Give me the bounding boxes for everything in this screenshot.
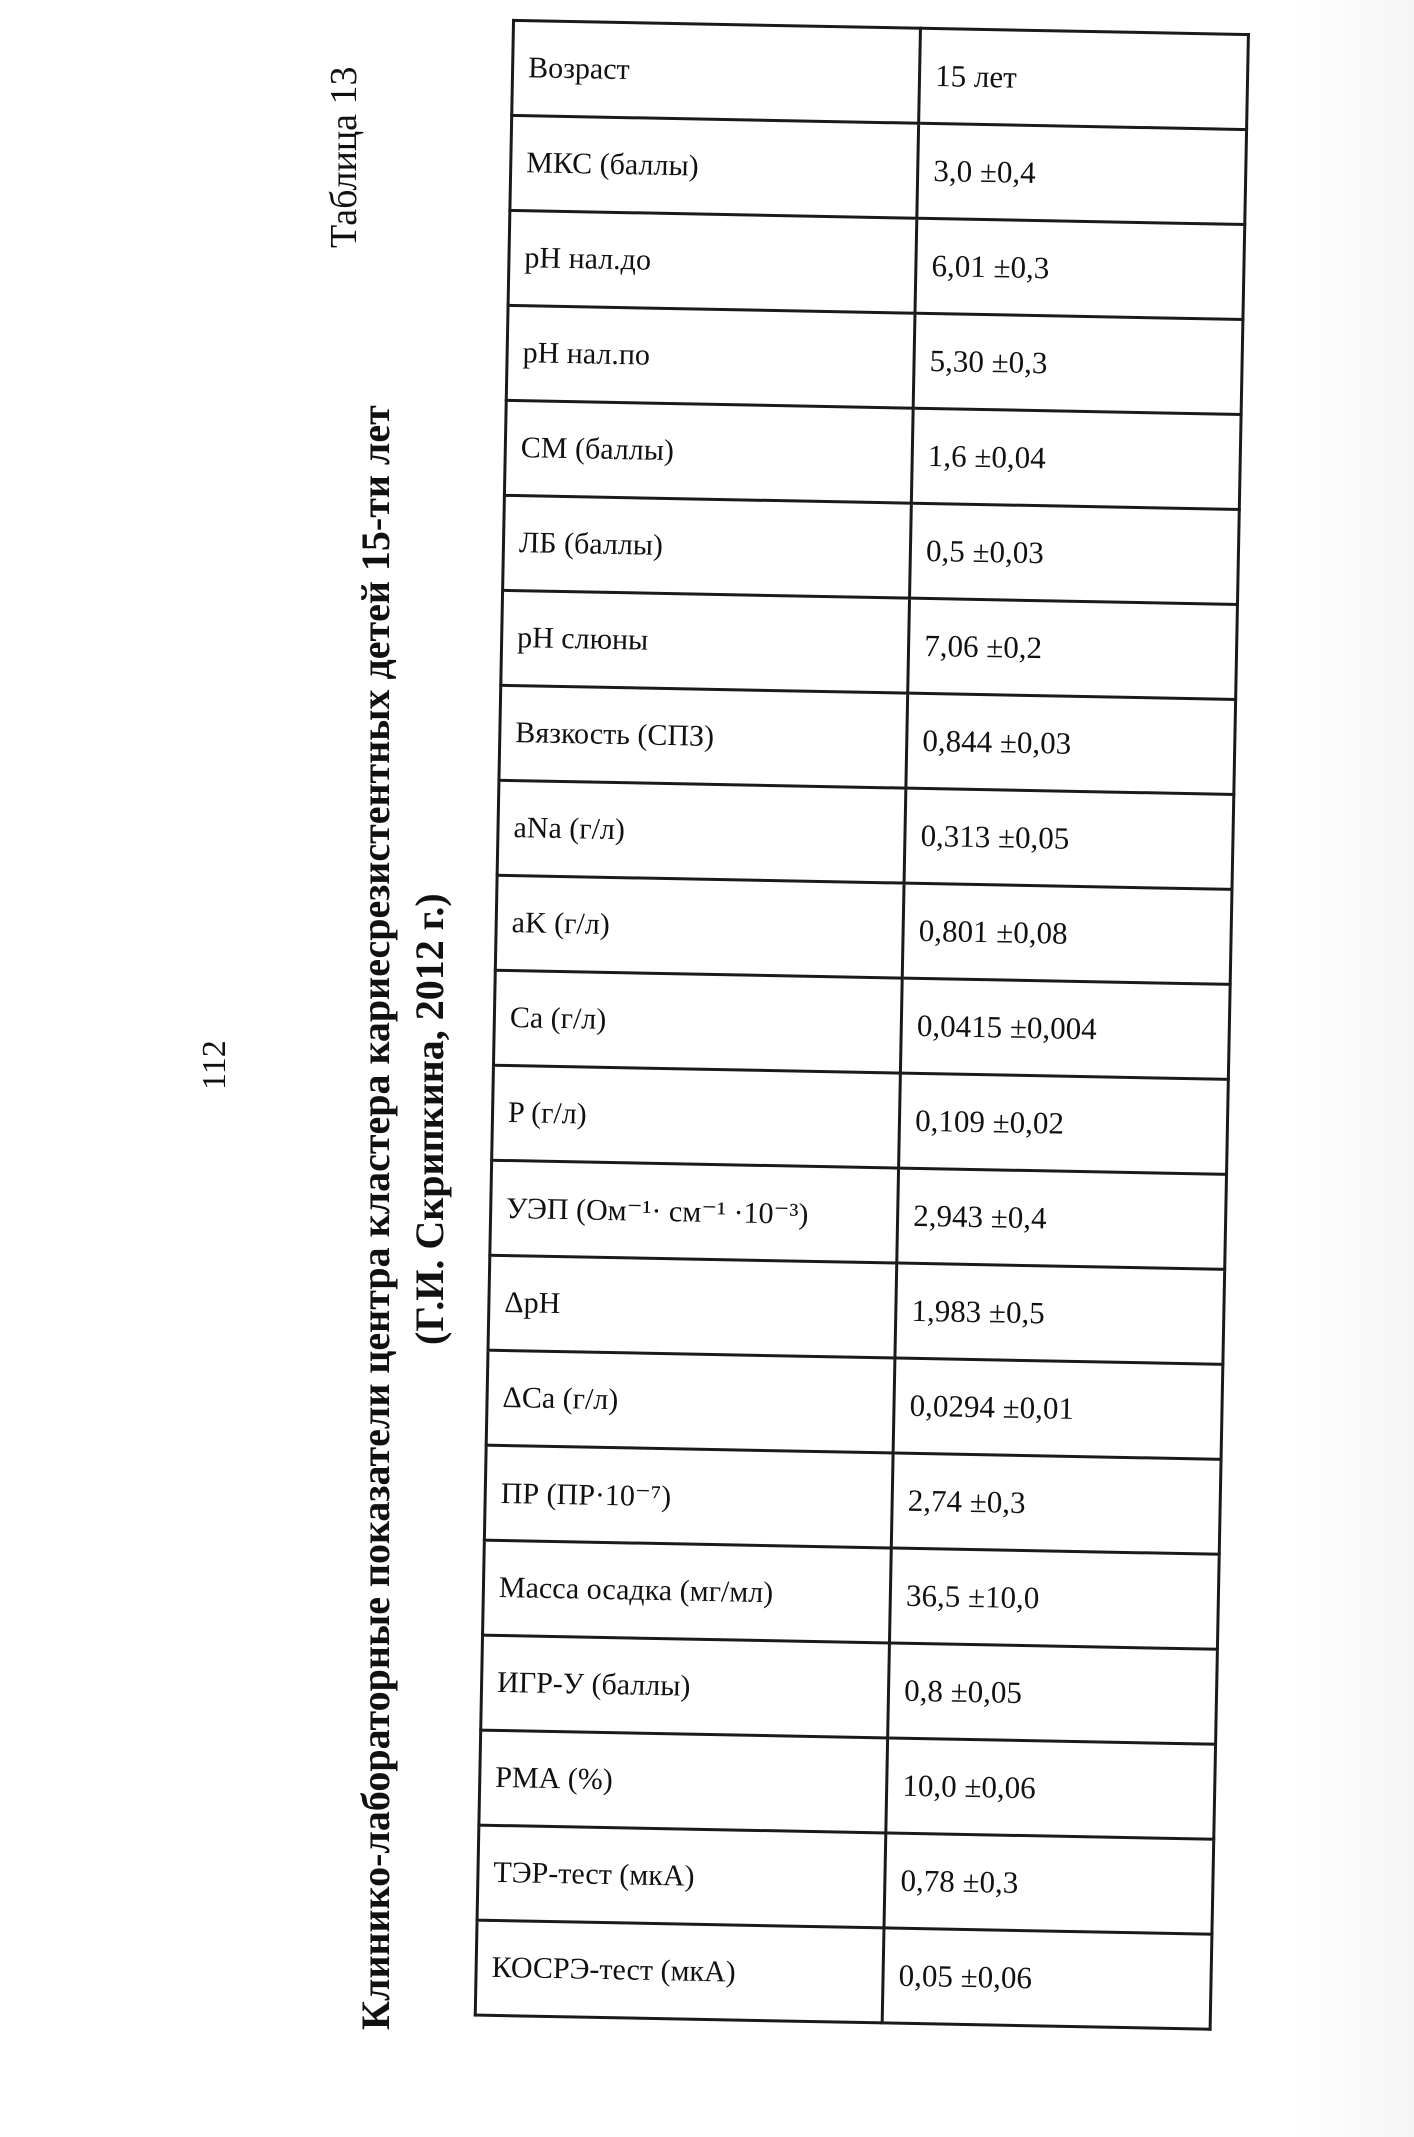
header-value-cell: 15 лет [919,28,1249,129]
rotated-captions [0,0,520,2137]
value-cell: 2,943 ±0,4 [897,1168,1227,1269]
table-row [508,210,1245,319]
bleed-through-shadow [1294,0,1414,2137]
table-row [481,1635,1218,1744]
table-row [486,1350,1223,1459]
value-cell: 1,6 ±0,04 [912,408,1242,509]
param-cell: aK (г/л) [495,875,904,978]
param-cell: pH нал.по [506,305,915,408]
table-row [503,495,1240,604]
param-cell: КОСРЭ-тест (мкА) [475,1920,884,2023]
param-cell: Вязкость (СПЗ) [499,685,908,788]
param-cell: ПР (ПР·10⁻⁷) [484,1445,893,1548]
table-row [492,1065,1229,1174]
table-row [490,1160,1227,1269]
param-cell: ΔCa (г/л) [486,1350,895,1453]
table-row [479,1730,1216,1839]
value-cell: 0,0415 ±0,004 [901,978,1231,1079]
lab-indicators-table [474,19,1250,2031]
param-cell: ИГР-У (баллы) [481,1635,890,1738]
value-cell: 7,06 ±0,2 [908,598,1238,699]
value-cell: 0,8 ±0,05 [888,1643,1218,1744]
param-cell: ΔpH [488,1255,897,1358]
param-cell: Ca (г/л) [493,970,902,1073]
param-cell: pH слюны [501,590,910,693]
param-cell: РМА (%) [479,1730,888,1833]
table-row [510,115,1247,224]
value-cell: 0,05 ±0,06 [882,1928,1212,2029]
value-cell: 0,313 ±0,05 [904,788,1234,889]
table-row [483,1540,1220,1649]
value-cell: 0,78 ±0,3 [884,1833,1214,1934]
table-title: Клинико-лабораторные показатели центра кластера кариесрезистентных детей 15-ти лет [353,405,398,2030]
param-cell: aNa (г/л) [497,780,906,883]
table-row [493,970,1230,1079]
value-cell: 3,0 ±0,4 [917,123,1247,224]
value-cell: 0,844 ±0,03 [906,693,1236,794]
value-cell: 6,01 ±0,3 [915,218,1245,319]
param-cell: СМ (баллы) [504,400,913,503]
value-cell: 0,5 ±0,03 [910,503,1240,604]
value-cell: 0,0294 ±0,01 [893,1358,1223,1459]
value-cell: 5,30 ±0,3 [913,313,1243,414]
table-number: Таблица 13 [323,66,365,248]
table-row [497,780,1234,889]
table-row [499,685,1236,794]
table-row [488,1255,1225,1364]
table-title-author: (Г.И. Скрипкина, 2012 г.) [407,893,452,1345]
header-param-cell: Возраст [512,20,921,123]
table-header-row [512,20,1249,129]
value-cell: 0,109 ±0,02 [899,1073,1229,1174]
page-number: 112 [196,1040,233,1090]
value-cell: 10,0 ±0,06 [886,1738,1216,1839]
param-cell: pH нал.до [508,210,917,313]
param-cell: P (г/л) [492,1065,901,1168]
table-row [484,1445,1221,1554]
table-row [506,305,1243,414]
table-row [477,1825,1214,1934]
param-cell: ЛБ (баллы) [503,495,912,598]
param-cell: УЭП (Ом⁻¹· см⁻¹ ·10⁻³) [490,1160,899,1263]
table-row [475,1920,1212,2029]
value-cell: 0,801 ±0,08 [902,883,1232,984]
table-row [495,875,1232,984]
param-cell: МКС (баллы) [510,115,919,218]
value-cell: 1,983 ±0,5 [895,1263,1225,1364]
table-row [501,590,1238,699]
table-row [504,400,1241,509]
value-cell: 2,74 ±0,3 [891,1453,1221,1554]
value-cell: 36,5 ±10,0 [890,1548,1220,1649]
param-cell: Масса осадка (мг/мл) [483,1540,892,1643]
param-cell: ТЭР-тест (мкА) [477,1825,886,1928]
